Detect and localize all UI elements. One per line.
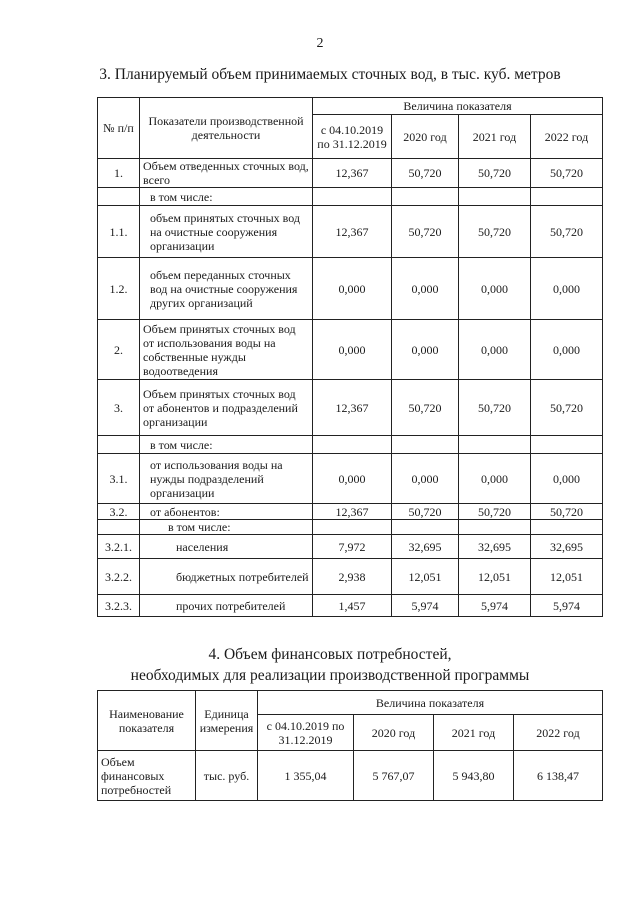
cell-value: 0,000 [313,258,392,320]
cell-value: 5,974 [392,595,459,617]
row-name: Объем принятых сточных вод от использования воды на собственные нужды водоотведения [140,320,313,380]
cell-value: 5,974 [531,595,603,617]
financial-needs-table [97,690,603,801]
cell-value: 50,720 [459,206,531,258]
col-header-period: 2020 год [392,115,459,159]
row-name: Объем принятых сточных вод от абонентов и подразделений организации [140,380,313,436]
row-name: Объем отведенных сточных вод, всего [140,159,313,188]
row-name: Объем финансовых потребностей [98,751,196,801]
cell-value [531,188,603,206]
table-row [98,520,603,535]
cell-value: 5 767,07 [354,751,434,801]
cell-value [531,520,603,535]
cell-value: 2,938 [313,559,392,595]
cell-value: 32,695 [392,535,459,559]
cell-value: 50,720 [531,206,603,258]
row-name: населения [140,535,313,559]
section4-title-line2: необходимых для реализации производственной программы [130,667,530,684]
cell-value [313,188,392,206]
row-name: объем переданных сточных вод на очистные сооружения других организаций [140,258,313,320]
cell-value: 0,000 [392,320,459,380]
cell-value: 5 943,80 [434,751,514,801]
cell-value: 0,000 [392,454,459,504]
row-num [98,188,140,206]
row-name: от использования воды на нужды подразделений организации [140,454,313,504]
table-row [98,454,603,504]
cell-value: 32,695 [459,535,531,559]
table-row [98,320,603,380]
cell-value: 12,367 [313,504,392,520]
col-header-period: с 04.10.2019 по 31.12.2019 [258,715,354,751]
cell-value: 50,720 [459,159,531,188]
row-num: 3.2.1. [98,535,140,559]
table-row [98,751,603,801]
cell-value: 12,367 [313,380,392,436]
table-row [98,258,603,320]
cell-value: 12,367 [313,159,392,188]
cell-value: 50,720 [392,206,459,258]
table-row [98,559,603,595]
cell-value: 0,000 [313,454,392,504]
col-header-period: 2020 год [354,715,434,751]
cell-value [459,188,531,206]
row-name: в том числе: [140,188,313,206]
table-row [98,159,603,188]
col-header-period: 2021 год [459,115,531,159]
cell-value: 1,457 [313,595,392,617]
table-row [98,206,603,258]
row-unit: тыс. руб. [196,751,258,801]
row-num [98,436,140,454]
cell-value [459,520,531,535]
cell-value: 0,000 [313,320,392,380]
table-row [98,535,603,559]
cell-value: 50,720 [459,504,531,520]
table-row [98,380,603,436]
cell-value: 12,051 [392,559,459,595]
cell-value [459,436,531,454]
col-header-unit: Единица измерения [196,691,258,751]
cell-value: 0,000 [531,320,603,380]
row-num: 3.2. [98,504,140,520]
col-header-period: с 04.10.2019 по 31.12.2019 [313,115,392,159]
cell-value: 0,000 [459,454,531,504]
row-num: 2. [98,320,140,380]
col-header-indicator: Показатели производственной деятельности [140,98,313,159]
row-num: 3. [98,380,140,436]
cell-value: 50,720 [392,380,459,436]
cell-value [392,188,459,206]
table-row [98,595,603,617]
cell-value: 12,051 [531,559,603,595]
col-header-value-group: Величина показателя [313,98,603,115]
row-num: 1.2. [98,258,140,320]
cell-value [531,436,603,454]
col-header-name: Наименование показателя [98,691,196,751]
cell-value [313,436,392,454]
cell-value: 50,720 [392,159,459,188]
page-number: 2 [316,36,324,51]
cell-value: 6 138,47 [514,751,603,801]
row-name: прочих потребителей [140,595,313,617]
cell-value: 0,000 [531,454,603,504]
section3-title: 3. Планируемый объем принимаемых сточных вод, в тыс. куб. метров [99,66,561,83]
wastewater-volume-table [97,97,603,617]
section4-title-line1: 4. Объем финансовых потребностей, [208,646,452,663]
cell-value: 50,720 [531,159,603,188]
cell-value: 32,695 [531,535,603,559]
cell-value [392,520,459,535]
cell-value: 5,974 [459,595,531,617]
row-num: 3.2.2. [98,559,140,595]
cell-value: 12,051 [459,559,531,595]
col-header-value-group: Величина показателя [258,691,603,715]
cell-value [313,520,392,535]
row-num: 1.1. [98,206,140,258]
row-name: бюджетных потребителей [140,559,313,595]
row-name: в том числе: [140,436,313,454]
cell-value: 1 355,04 [258,751,354,801]
col-header-period: 2022 год [514,715,603,751]
cell-value: 0,000 [531,258,603,320]
cell-value: 7,972 [313,535,392,559]
table-row [98,188,603,206]
col-header-period: 2021 год [434,715,514,751]
row-name: от абонентов: [140,504,313,520]
row-name: в том числе: [140,520,313,535]
cell-value: 50,720 [459,380,531,436]
cell-value: 50,720 [392,504,459,520]
row-num: 3.1. [98,454,140,504]
cell-value: 0,000 [459,258,531,320]
cell-value: 12,367 [313,206,392,258]
col-header-period: 2022 год [531,115,603,159]
row-num: 3.2.3. [98,595,140,617]
table-row [98,436,603,454]
row-num: 1. [98,159,140,188]
table-row [98,504,603,520]
col-header-num: № п/п [98,98,140,159]
cell-value: 50,720 [531,380,603,436]
cell-value: 0,000 [459,320,531,380]
cell-value: 50,720 [531,504,603,520]
cell-value [392,436,459,454]
row-num [98,520,140,535]
row-name: объем принятых сточных вод на очистные сооружения организации [140,206,313,258]
cell-value: 0,000 [392,258,459,320]
section4-title [60,644,600,686]
